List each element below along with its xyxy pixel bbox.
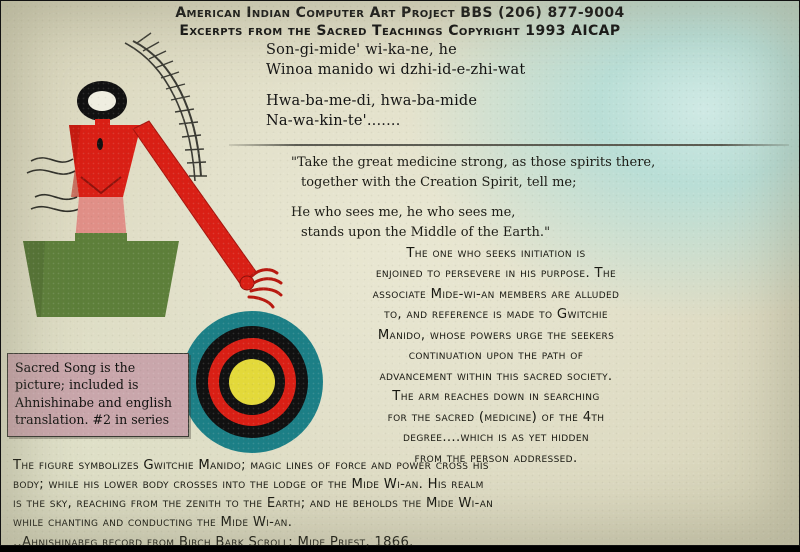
quote-line-3: He who sees me, he who sees me, [291,205,516,220]
body-line: degree....which is as yet hidden [403,430,589,446]
body-line: to, and reference is made to Gwitchie [384,307,608,323]
body-line: for the sacred (medicine) of the 4th [387,409,605,425]
figure-torso [69,125,141,197]
figure-description-paragraph [13,456,793,552]
bottom-line: while chanting and conducting the Mide Wi-an. [13,515,293,531]
quote-line-2: together with the Creation Spirit, tell me; [301,174,577,190]
bottom-line: ..Ahnishinabeg record from Birch Bark Scroll; Mide Priest, 1866. [13,534,414,550]
header-line-2: Excerpts from the Sacred Teachings Copyright 1993 AICAP [179,23,621,39]
song-line-3: Hwa-ba-me-di, hwa-ba-mide [266,93,478,110]
caption-line-2: picture; included is [15,377,139,393]
body-line: from the person addressed. [414,450,578,466]
bottom-line: The figure symbolizes Gwitchie Manido; magic lines of force and power cross his [13,458,489,473]
body-line: continuation upon the path of [408,348,584,364]
figure-head-inner [88,91,116,111]
caption-box [7,353,189,437]
translation-quote [291,153,721,242]
body-line: The arm reaches down in searching [392,389,600,405]
figure-hand-icon [249,270,281,307]
body-line: The one who seeks initiation is [406,246,586,261]
header-line-1: American Indian Computer Art Project BBS (206) 877-9004 [175,5,625,21]
force-lines-icon [27,158,79,211]
quote-line-4: stands upon the Middle of the Earth." [301,224,551,240]
medicine-target-icon [181,311,323,453]
song-line-4: Na-wa-kin-te'....... [266,112,401,129]
bottom-line: body; while his lower body crosses into the lodge of the Mide Wi-an. His realm [13,477,484,493]
body-line: advancement within this sacred society. [379,368,613,384]
body-line: enjoined to persevere in his purpose. The [375,266,617,282]
song-line-2: Winoa manido wi dzhi-id-e-zhi-wat [266,61,526,78]
quote-line-1: "Take the great medicine strong, as those spirits there, [291,155,656,170]
figure-lodge-neck [75,233,127,247]
sacred-song-verse [266,41,686,131]
bottom-line: is the sky, reaching from the zenith to the Earth; and he beholds the Mide Wi-an [13,496,494,512]
figure-wrist [240,276,254,290]
horizontal-divider [229,144,789,146]
caption-line-1: Sacred Song is the [15,360,136,375]
body-line: Manido, whose powers urge the seekers [377,327,615,343]
caption-line-4: translation. #2 in series [15,412,170,428]
caption-line-3: Ahnishinabe and english [15,394,173,410]
body-line: associate Mide-wi-an members are alluded [372,286,620,302]
interpretation-paragraph [331,244,661,469]
figure-heart-mark [97,138,103,150]
song-line-1: Son-gi-mide' wi-ka-ne, he [266,42,457,58]
figure-lodge [23,241,179,317]
